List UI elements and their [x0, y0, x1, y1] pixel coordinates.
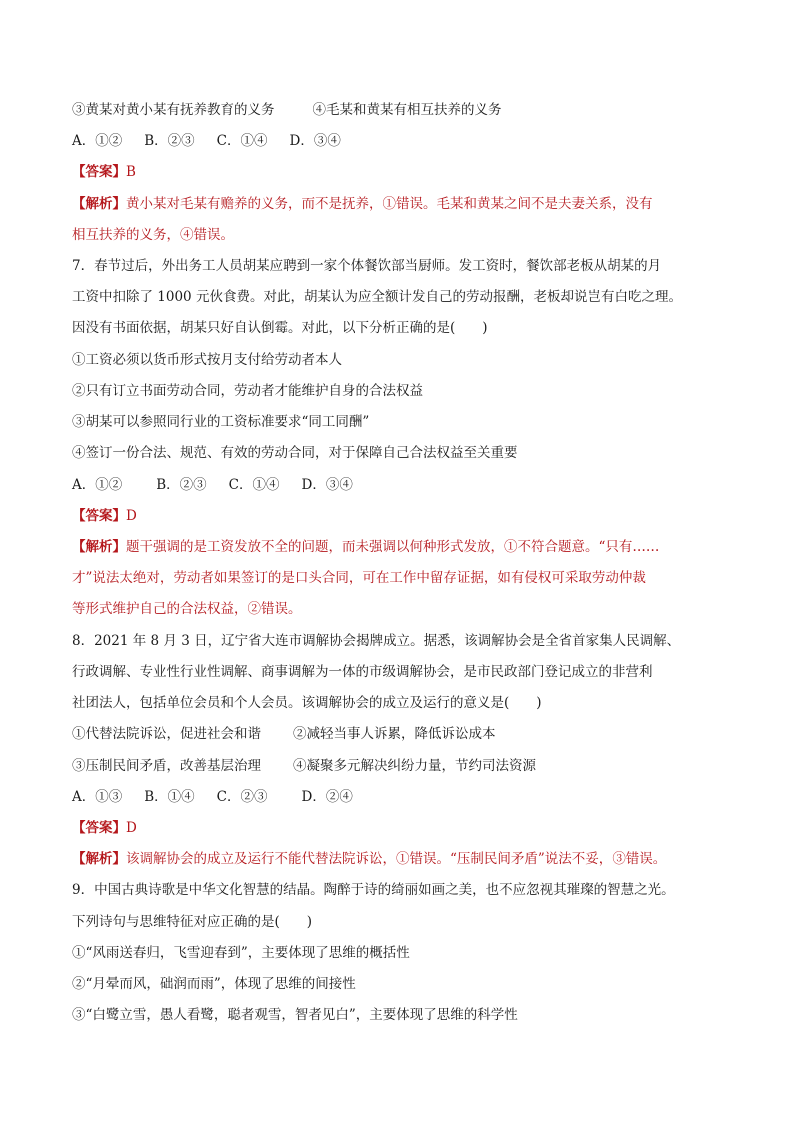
q7-choice-b: B．②③: [156, 477, 207, 493]
q7-answer: [72, 506, 137, 526]
q6-analysis-line-2: 相互扶养的义务，④错误。: [72, 227, 234, 243]
q7-choice-d: D．③④: [301, 477, 353, 493]
q6-answer-value: B: [126, 164, 136, 180]
q8-choice-d: D．②④: [301, 789, 353, 805]
q8-options-row-1: [72, 724, 496, 744]
q8-option-3: ③压制民间矛盾，改善基层治理: [72, 758, 261, 774]
q8-choice-c: C．②③: [216, 789, 268, 805]
q6-answer-tag: 【答案】: [72, 164, 126, 180]
q8-answer-tag: 【答案】: [72, 820, 126, 836]
q8-answer-value: D: [126, 820, 137, 836]
q7-analysis-line-3: 等形式维护自己的合法权益，②错误。: [72, 601, 302, 617]
q6-choice-b: B．②③: [144, 133, 195, 149]
q8-choice-b: B．①④: [144, 789, 195, 805]
q6-answer: [72, 162, 136, 182]
q7-analysis-line-1: 【解析】题干强调的是工资发放不全的问题，而未强调以何种形式发放，①不符合题意。“只有……: [72, 539, 660, 555]
q9-stem-line-1: 9．中国古典诗歌是中华文化智慧的结晶。陶醉于诗的绮丽如画之美，也不应忽视其璀璨的智慧之光。: [72, 882, 675, 898]
q7-option-3: ③胡某可以参照同行业的工资标准要求“同工同酬”: [72, 414, 370, 430]
q8-options-row-2: [72, 756, 536, 776]
q7-answer-value: D: [126, 508, 137, 524]
q7-stem-line-1: 7．春节过后，外出务工人员胡某应聘到一家个体餐饮部当厨师。发工资时，餐饮部老板从胡某的月: [72, 258, 662, 274]
q8-option-4: ④凝聚多元解决纠纷力量，节约司法资源: [293, 758, 536, 774]
q8-choice-a: A．①③: [72, 789, 123, 805]
q6-choice-c: C．①④: [216, 133, 268, 149]
q6-choice-a: A．①②: [72, 133, 123, 149]
q6-choices: [72, 131, 341, 151]
q8-choices: [72, 787, 353, 807]
q8-analysis: 【解析】该调解协会的成立及运行不能代替法院诉讼，①错误。“压制民间矛盾”说法不妥，③错误。: [72, 851, 667, 867]
q8-analysis-tag: 【解析】: [72, 851, 126, 867]
q6-options-row-1: [72, 100, 502, 120]
q9-stem-line-2: 下列诗句与思维特征对应正确的是( ): [72, 914, 313, 930]
q8-stem-line-1: 8．2021 年 8 月 3 日，辽宁省大连市调解协会揭牌成立。据悉，该调解协会是全省首家集人民调解、: [72, 633, 681, 649]
q6-choice-d: D．③④: [289, 133, 341, 149]
q8-stem-line-3: 社团法人，包括单位会员和个人会员。该调解协会的成立及运行的意义是( ): [72, 695, 542, 711]
q7-choices: [72, 475, 353, 495]
q7-choice-c: C．①④: [228, 477, 280, 493]
q6-analysis-tag: 【解析】: [72, 196, 126, 212]
q7-answer-tag: 【答案】: [72, 508, 126, 524]
q7-stem-line-2: 工资中扣除了 1000 元伙食费。对此，胡某认为应全额计发自己的劳动报酬，老板却说岂有白吃之理。: [72, 289, 682, 305]
q6-analysis-line-1: 【解析】黄小某对毛某有赡养的义务，而不是抚养，①错误。毛某和黄某之间不是夫妻关系，没有: [72, 196, 653, 212]
q7-stem-line-3: 因没有书面依据，胡某只好自认倒霉。对此，以下分析正确的是( ): [72, 320, 488, 336]
q8-option-1: ①代替法院诉讼，促进社会和谐: [72, 726, 261, 742]
q8-option-2: ②减轻当事人诉累，降低诉讼成本: [293, 726, 496, 742]
q7-option-2: ②只有订立书面劳动合同，劳动者才能维护自身的合法权益: [72, 383, 423, 399]
q6-option-4: ④毛某和黄某有相互扶养的义务: [312, 102, 502, 118]
q7-option-4: ④签订一份合法、规范、有效的劳动合同，对于保障自己合法权益至关重要: [72, 445, 518, 461]
q9-option-2: ②“月晕而风，础润而雨”，体现了思维的间接性: [72, 976, 356, 992]
q7-analysis-line-2: 才”说法太绝对，劳动者如果签订的是口头合同，可在工作中留存证据，如有侵权可采取劳动仲裁: [72, 570, 646, 586]
q7-choice-a: A．①②: [72, 477, 123, 493]
q8-answer: [72, 818, 137, 838]
q9-option-1: ①“风雨送春归，飞雪迎春到”，主要体现了思维的概括性: [72, 945, 410, 961]
q7-option-1: ①工资必须以货币形式按月支付给劳动者本人: [72, 352, 342, 368]
q7-analysis-tag: 【解析】: [72, 539, 126, 555]
q6-option-3: ③黄某对黄小某有抚养教育的义务: [72, 102, 275, 118]
q8-stem-line-2: 行政调解、专业性行业性调解、商事调解为一体的市级调解协会，是市民政部门登记成立的非营利: [72, 664, 653, 680]
q9-option-3: ③“白鹭立雪，愚人看鹭，聪者观雪，智者见白”，主要体现了思维的科学性: [72, 1007, 518, 1023]
